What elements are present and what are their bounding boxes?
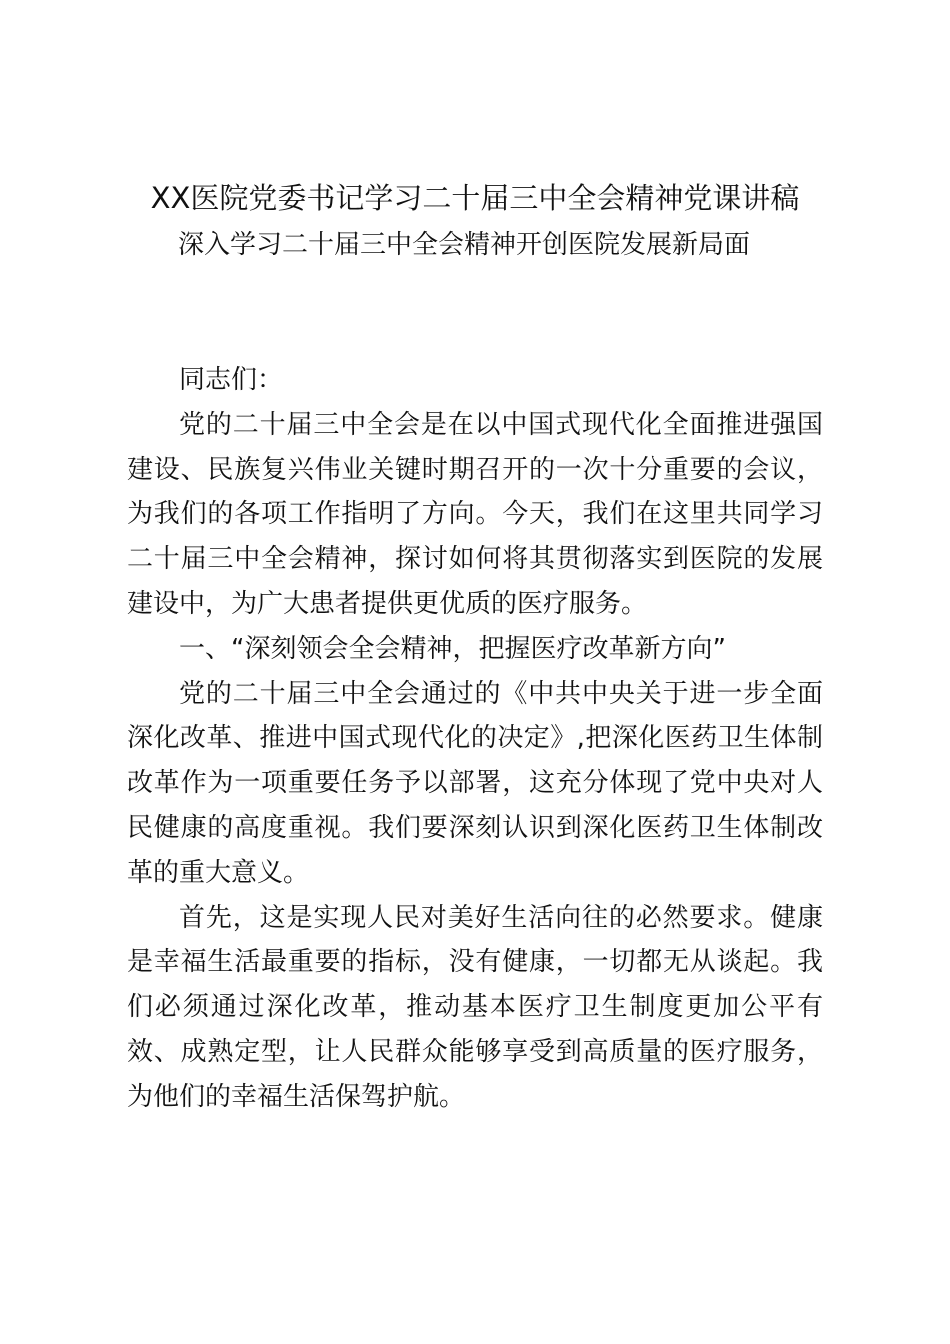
paragraph: 首先，这是实现人民对美好生活向往的必然要求。健康是幸福生活最重要的指标，没有健康，一切都无从谈起。我们必须通过深化改革，推动基本医疗卫生制度更加公平有效、成熟定型，让人民群众能够享受到高质量的医疗服务，为他们的幸福生活保驾护航。 (127, 902, 823, 1112)
document-title: XX医院党委书记学习二十届三中全会精神党课讲稿 (150, 181, 800, 215)
paragraph: 党的二十届三中全会通过的《中共中央关于进一步全面深化改革、推进中国式现代化的决定》,把深化医药卫生体制改革作为一项重要任务予以部署，这充分体现了党中央对人民健康的高度重视。我们要深刻认识到深化医药卫生体制改革的重大意义。 (127, 678, 823, 888)
document-body (127, 358, 823, 1120)
section-heading: 一、“深刻领会全会精神，把握医疗改革新方向” (179, 633, 726, 664)
document-subtitle: 深入学习二十届三中全会精神开创医院发展新局面 (178, 230, 751, 260)
paragraph: 党的二十届三中全会是在以中国式现代化全面推进强国建设、民族复兴伟业关键时期召开的一次十分重要的会议，为我们的各项工作指明了方向。今天，我们在这里共同学习二十届三中全会精神，探讨如何将其贯彻落实到医院的发展建设中，为广大患者提供更优质的医疗服务。 (127, 409, 823, 619)
salutation: 同志们： (179, 365, 284, 395)
